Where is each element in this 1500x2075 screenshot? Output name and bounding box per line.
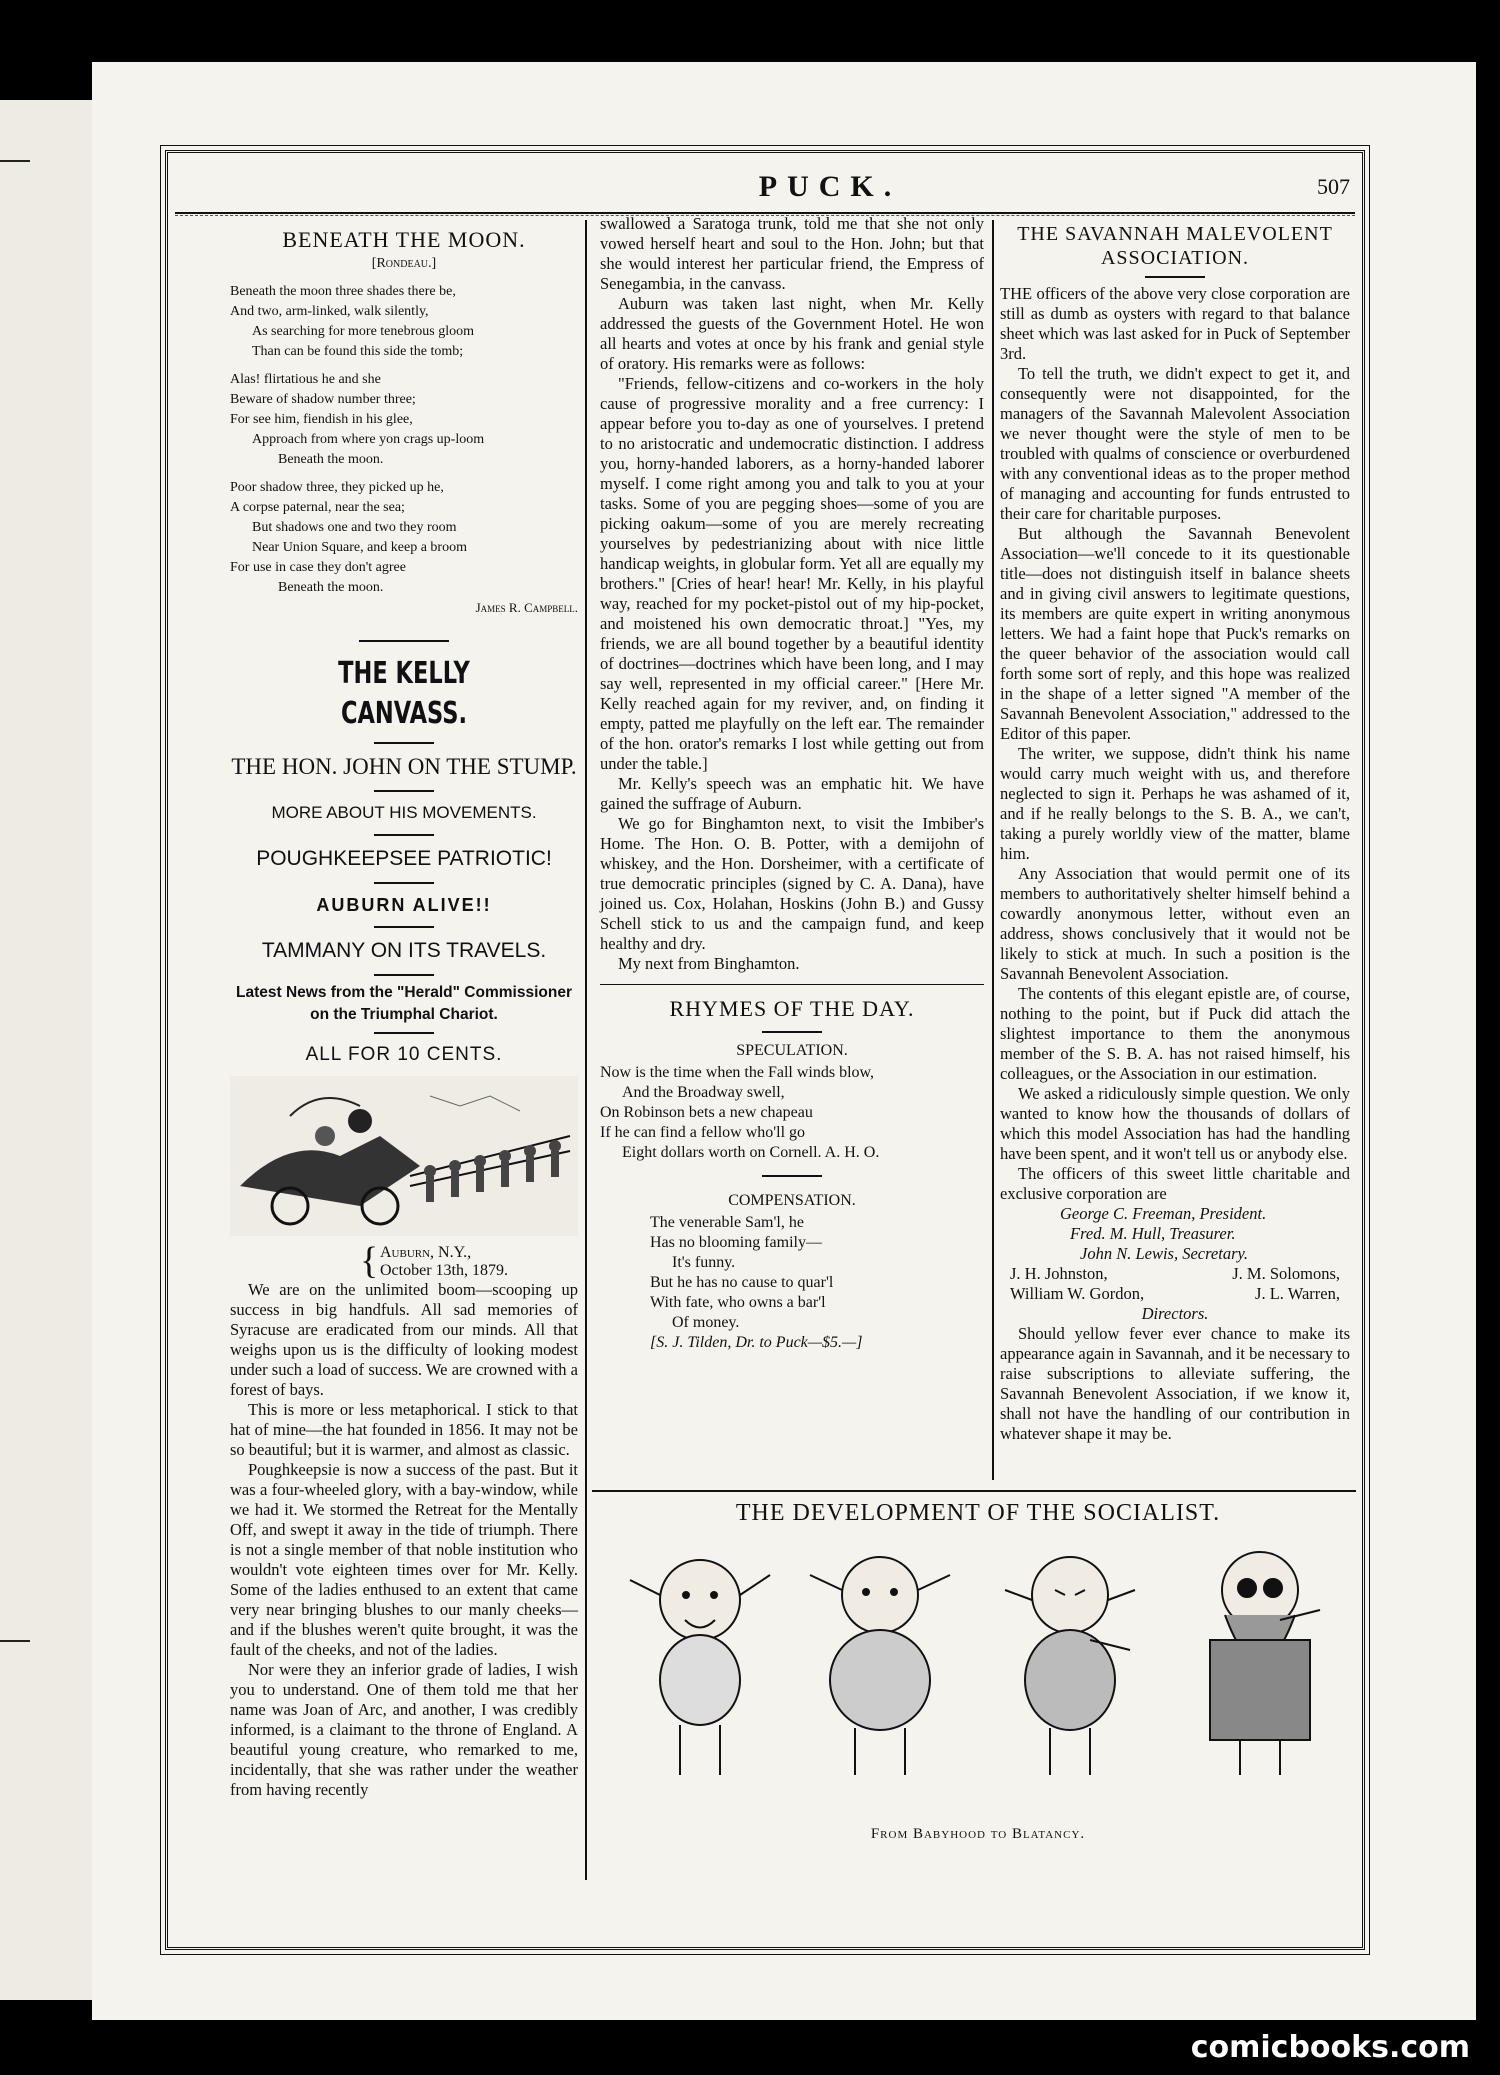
poem-author: James R. Campbell.	[475, 600, 578, 615]
poem-line: Alas! flirtatious he and she	[230, 372, 381, 387]
headline-auburn: AUBURN ALIVE!!	[316, 895, 492, 915]
kelly-title: THE KELLY CANVASS.	[338, 656, 470, 731]
article-paragraph: THE officers of the above very close corporation are still as dumb as oysters with regard to that balance sheet which was last asked for in Puck of September 3rd.	[1000, 284, 1350, 363]
section-rule	[374, 926, 434, 928]
column-2	[600, 214, 984, 1353]
dateline-place: Auburn, N.Y.,	[380, 1244, 472, 1261]
directors-label: Directors.	[1141, 1304, 1209, 1323]
officer: John N. Lewis, Secretary.	[1080, 1244, 1249, 1263]
section-rule	[374, 742, 434, 744]
directors-list	[1000, 1284, 1350, 1304]
poem-line: Poor shadow three, they picked up he,	[230, 480, 444, 495]
article-paragraph: The officers of this sweet little charitable and exclusive corporation are	[1000, 1164, 1350, 1203]
poem-line: Approach from where yon crags up-loom	[252, 432, 485, 447]
section-rule	[374, 834, 434, 836]
poem-line: But he has no cause to quar'l	[650, 1274, 834, 1291]
section-rule	[374, 1032, 434, 1034]
poem-line: And the Broadway swell,	[622, 1084, 785, 1101]
article-paragraph: Nor were they an inferior grade of ladies, I wish you to understand. One of them told me that her name was Joan of Arc, and another, I was credibly informed, is a claimant to the throne of England. A beautiful young creature, who remarked to me, incidentally, that she was rather under the weather from having recently	[230, 1660, 578, 1799]
cartoon-rule	[592, 1490, 1356, 1492]
article-paragraph: swallowed a Saratoga trunk, told me that she not only vowed herself heart and soul to the Hon. John; but that she would interest her particular friend, the Empress of Senegambia, in the canvass.	[600, 214, 984, 293]
poem-body	[230, 282, 578, 598]
compensation-poem	[600, 1213, 984, 1353]
section-rule	[600, 984, 984, 985]
dateline: { Auburn, N.Y., October 13th, 1879.	[230, 1244, 578, 1280]
poem-line: A corpse paternal, near the sea;	[230, 500, 405, 515]
poem-line: Near Union Square, and keep a broom	[252, 540, 467, 555]
poem-line: Beneath the moon.	[278, 452, 384, 467]
poem-line: Of money.	[672, 1314, 740, 1331]
poem-line: Eight dollars worth on Cornell. A. H. O.	[622, 1144, 880, 1161]
poem-line: Beneath the moon three shades there be,	[230, 284, 456, 299]
headline-latest-news: Latest News from the "Herald" Commissioner on the Triumphal Chariot.	[236, 984, 572, 1023]
cartoon-illustration	[610, 1540, 1350, 1790]
headline-stump: THE HON. JOHN ON THE STUMP.	[231, 754, 577, 779]
poem-line: Beware of shadow number three;	[230, 392, 416, 407]
poem-line: Now is the time when the Fall winds blow,	[600, 1064, 875, 1081]
poem-line: But shadows one and two they room	[252, 520, 457, 535]
poem-line: Has no blooming family—	[650, 1234, 822, 1251]
article-paragraph: We are on the unlimited boom—scooping up success in big handfuls. All sad memories of Syracuse are eradicated from our minds. All that weighs upon us is the difficulty of looking modest under such a load of success. We are crowned with a forest of bays.	[230, 1280, 578, 1399]
headline-tammany: TAMMANY ON ITS TRAVELS.	[261, 939, 547, 962]
director: J. M. Solomons,	[1232, 1264, 1340, 1283]
poem-line: If he can find a fellow who'll go	[600, 1124, 806, 1141]
article-paragraph: To tell the truth, we didn't expect to get it, and consequently were not disappointed, for the managers of the Savannah Malevolent Association we never thought were the style of men to be troubled with qualms of conscience or overburdened with any conventional ideas as to the proper method of managing and accounting for funds entrusted to their care for charitable purposes.	[1000, 364, 1350, 523]
column-rule-2	[992, 220, 994, 1480]
compensation-title: COMPENSATION.	[728, 1192, 856, 1209]
poem-line: It's funny.	[672, 1254, 736, 1271]
poem-line: Than can be found this side the tomb;	[252, 344, 464, 359]
article-paragraph: Mr. Kelly's speech was an emphatic hit. We have gained the suffrage of Auburn.	[600, 774, 984, 813]
poem-line: As searching for more tenebrous gloom	[252, 324, 474, 339]
previous-page-edge	[0, 100, 92, 2000]
article-paragraph: "Friends, fellow-citizens and co-workers in the holy cause of progressive morality and a free currency: I appear before you to-day as one of yourselves. I pretend to no aristocratic and undemocratic distinction. I address you, horny-handed laborers, as a horny-handed laborer myself. I come right among you and talk to you at your tasks. Some of you are pegging shoes—some of you are picking oakum—some of you are merely recreating yourselves by pedestrianizing about with nice little handicap weights, in globular form. Yet all are equally my brothers." [Cries of hear! hear! Mr. Kelly, in his playful way, reached for my pocket-pistol out of my hip-pocket, and moistened his own democratic throat.] "Yes, my friends, we are all bound together by a beautiful identity of doctrines—doctrines which have been long, and I may say well, represented in my official career." [Here Mr. Kelly reached again for my reviver, and, on finding it empty, patted me playfully on the left ear. The remainder of the hon. orator's remarks I lost while getting out from under the table.]	[600, 374, 984, 773]
directors-list	[1000, 1264, 1350, 1284]
article-paragraph: Auburn was taken last night, when Mr. Kelly addressed the guests of the Government Hotel. He won all hearts and votes at once by his frank and genial style of oratory. His remarks were as follows:	[600, 294, 984, 373]
poem-title: BENEATH THE MOON.	[282, 227, 526, 252]
article-paragraph: The writer, we suppose, didn't think his name would carry much weight with us, and therefore neglected to sign it. Perhaps he was ashamed of it, and if he really belongs to the S. B. A., we can't, taking a purely worldly view of the matter, blame him.	[1000, 744, 1350, 863]
article-paragraph: Poughkeepsie is now a success of the past. But it was a four-wheeled glory, with a bay-window, while we had it. We stormed the Retreat for the Mentally Off, and swept it away in the tide of triumph. There is not a single member of that noble institution who wouldn't vote eighteen times over for Mr. Kelly. Some of the ladies enthused to an extent that came very near bringing blushes to our manly cheeks—and if the blushes weren't quite brought, it was the fault of the cheeks, and not of the ladies.	[230, 1460, 578, 1659]
article-paragraph: But although the Savannah Benevolent Association—we'll concede to it its questionable title—does not distinguish itself in balance sheets and in giving civil answers to legitimate questions, its members are quite expert in writing anonymous letters. We had a faint hope that Puck's remarks on the queer behavior of the association would call forth some sort of reply, and this hope was realized in the shape of a letter signed "A member of the Savannah Benevolent Association," addressed to the Editor of this paper.	[1000, 524, 1350, 743]
article-paragraph: The contents of this elegant epistle are, of course, nothing to the point, but if Puck did attach the slightest importance to them the anonymous member of the S. B. A. has not raised himself, his colleagues, or the Association in our estimation.	[1000, 984, 1350, 1083]
officer: George C. Freeman, President.	[1060, 1204, 1267, 1223]
officer: Fred. M. Hull, Treasurer.	[1070, 1224, 1236, 1243]
poem-line: For use in case they don't agree	[230, 560, 406, 575]
article-paragraph: This is more or less metaphorical. I stick to that hat of mine—the hat founded in 1856. It may not be so beautiful; but it is warmer, and almost as classic.	[230, 1400, 578, 1459]
poem-line: With fate, who owns a bar'l	[650, 1294, 826, 1311]
section-rule	[1145, 276, 1205, 278]
director: J. H. Johnston,	[1010, 1264, 1108, 1283]
page-number: 507	[1317, 174, 1350, 199]
article-paragraph: We go for Binghamton next, to visit the Imbiber's Home. The Hon. O. B. Potter, with a demijohn of whiskey, and the Hon. Dorsheimer, with a certificate of true democratic principles (signed by C. A. Dana), have joined us. Cox, Holahan, Hoskins (John B.) and Gussy Schell stick to us and the campaign fund, and keep healthy and dry.	[600, 814, 984, 953]
article-paragraph: Any Association that would permit one of its members to authoritatively shelter himself behind a cowardly anonymous letter, without even an address, shows conclusively that it would not be likely to stick at much. In such a position is the Savannah Benevolent Association.	[1000, 864, 1350, 983]
watermark-text: comicbooks.com	[1190, 2030, 1470, 2065]
article-paragraph: We asked a ridiculously simple question. We only wanted to know how the thousands of dollars of which this model Association has had the handling have been spent, and it won't tell us or anybody else.	[1000, 1084, 1350, 1163]
speculation-poem	[600, 1063, 984, 1163]
officers-list	[1000, 1204, 1350, 1264]
cartoon-caption: From Babyhood to Blatancy.	[870, 1826, 1086, 1842]
poem-line: On Robinson bets a new chapeau	[600, 1104, 813, 1121]
article-paragraph: My next from Binghamton.	[618, 954, 800, 973]
column-3	[1000, 222, 1350, 1444]
article-paragraph: Should yellow fever ever chance to make its appearance again in Savannah, and it be necessary to raise subscriptions to alleviate suffering, the Savannah Benevolent Association, if we know it, shall not have the handling of our contribution in whatever shape it may be.	[1000, 1324, 1350, 1443]
speculation-title: SPECULATION.	[736, 1042, 848, 1059]
column-rule-1	[585, 220, 587, 1880]
poem-line: Beneath the moon.	[278, 580, 384, 595]
column-1	[230, 226, 578, 1800]
chariot-illustration	[230, 1076, 578, 1236]
poem-line: For see him, fiendish in his glee,	[230, 412, 413, 427]
section-rule	[374, 790, 434, 792]
socialist-figures	[610, 1540, 1350, 1790]
section-rule	[762, 1175, 822, 1177]
director: William W. Gordon,	[1010, 1284, 1145, 1303]
poem-subtitle: [Rondeau.]	[371, 256, 437, 271]
section-rule	[374, 882, 434, 884]
poem-line: [S. J. Tilden, Dr. to Puck—$5.—]	[650, 1334, 863, 1351]
poem-line: And two, arm-linked, walk silently,	[230, 304, 429, 319]
headline-movements: MORE ABOUT HIS MOVEMENTS.	[271, 803, 537, 822]
savannah-title: THE SAVANNAH MALEVOLENT ASSOCIATION.	[1017, 223, 1333, 269]
headline-poughkeepsee: POUGHKEEPSEE PATRIOTIC!	[256, 847, 552, 870]
headline-ten-cents: ALL FOR 10 CENTS.	[305, 1044, 503, 1065]
director: J. L. Warren,	[1255, 1284, 1340, 1303]
dateline-date: October 13th, 1879.	[380, 1262, 508, 1279]
cartoon-title: THE DEVELOPMENT OF THE SOCIALIST.	[735, 1500, 1221, 1526]
section-rule	[762, 1031, 822, 1033]
section-rule	[359, 640, 449, 642]
section-rule	[374, 974, 434, 976]
chariot-drawing	[230, 1076, 578, 1236]
poem-line: The venerable Sam'l, he	[650, 1214, 804, 1231]
masthead-title: PUCK.	[758, 170, 902, 203]
rhymes-title: RHYMES OF THE DAY.	[669, 996, 915, 1021]
